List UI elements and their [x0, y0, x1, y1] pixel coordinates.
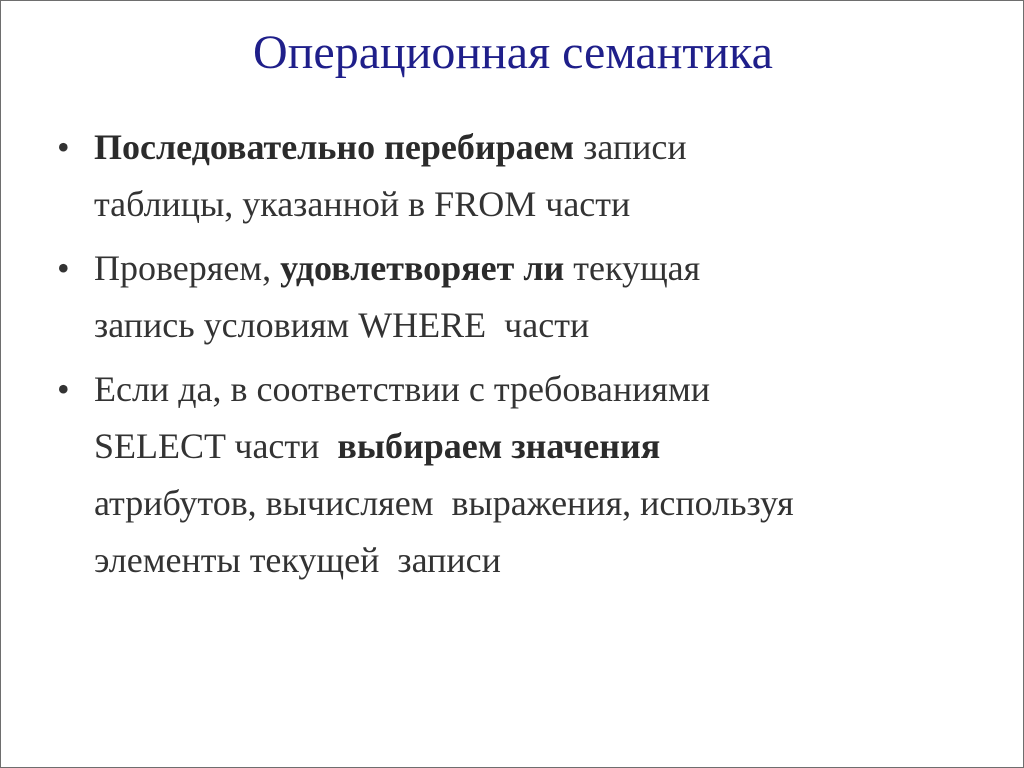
text: SELECT части — [94, 426, 338, 466]
bullet-item — [57, 361, 997, 589]
bullet-dot-icon: • — [57, 127, 70, 167]
bullet-line — [94, 418, 997, 475]
bold-text: выбираем значения — [337, 426, 661, 466]
text: элементы текущей записи — [94, 540, 501, 580]
bullet-line — [94, 532, 997, 589]
bullet-line — [94, 119, 997, 176]
bold-text: удовлетворяет ли — [280, 248, 565, 288]
bullet-dot-icon: • — [57, 369, 70, 409]
slide-title: Операционная семантика — [253, 26, 773, 79]
text: атрибутов, вычисляем выражения, используя — [94, 483, 794, 523]
text: текущая — [564, 248, 701, 288]
text: таблицы, указанной в FROM части — [94, 184, 631, 224]
bullet-line — [94, 361, 997, 418]
text: запись условиям WHERE части — [94, 305, 590, 345]
text: Если да, в соответствии с требованиями — [94, 369, 710, 409]
bullet-line — [94, 297, 997, 354]
bullet-dot-icon: • — [57, 248, 70, 288]
bullet-item — [57, 119, 997, 233]
bullet-line — [94, 475, 997, 532]
bullet-line — [94, 176, 997, 233]
bullet-line — [94, 240, 997, 297]
bullet-list — [57, 119, 997, 596]
text: Проверяем, — [94, 248, 281, 288]
text: записи — [574, 127, 687, 167]
bullet-item — [57, 240, 997, 354]
bold-text: Последовательно перебираем — [94, 127, 575, 167]
